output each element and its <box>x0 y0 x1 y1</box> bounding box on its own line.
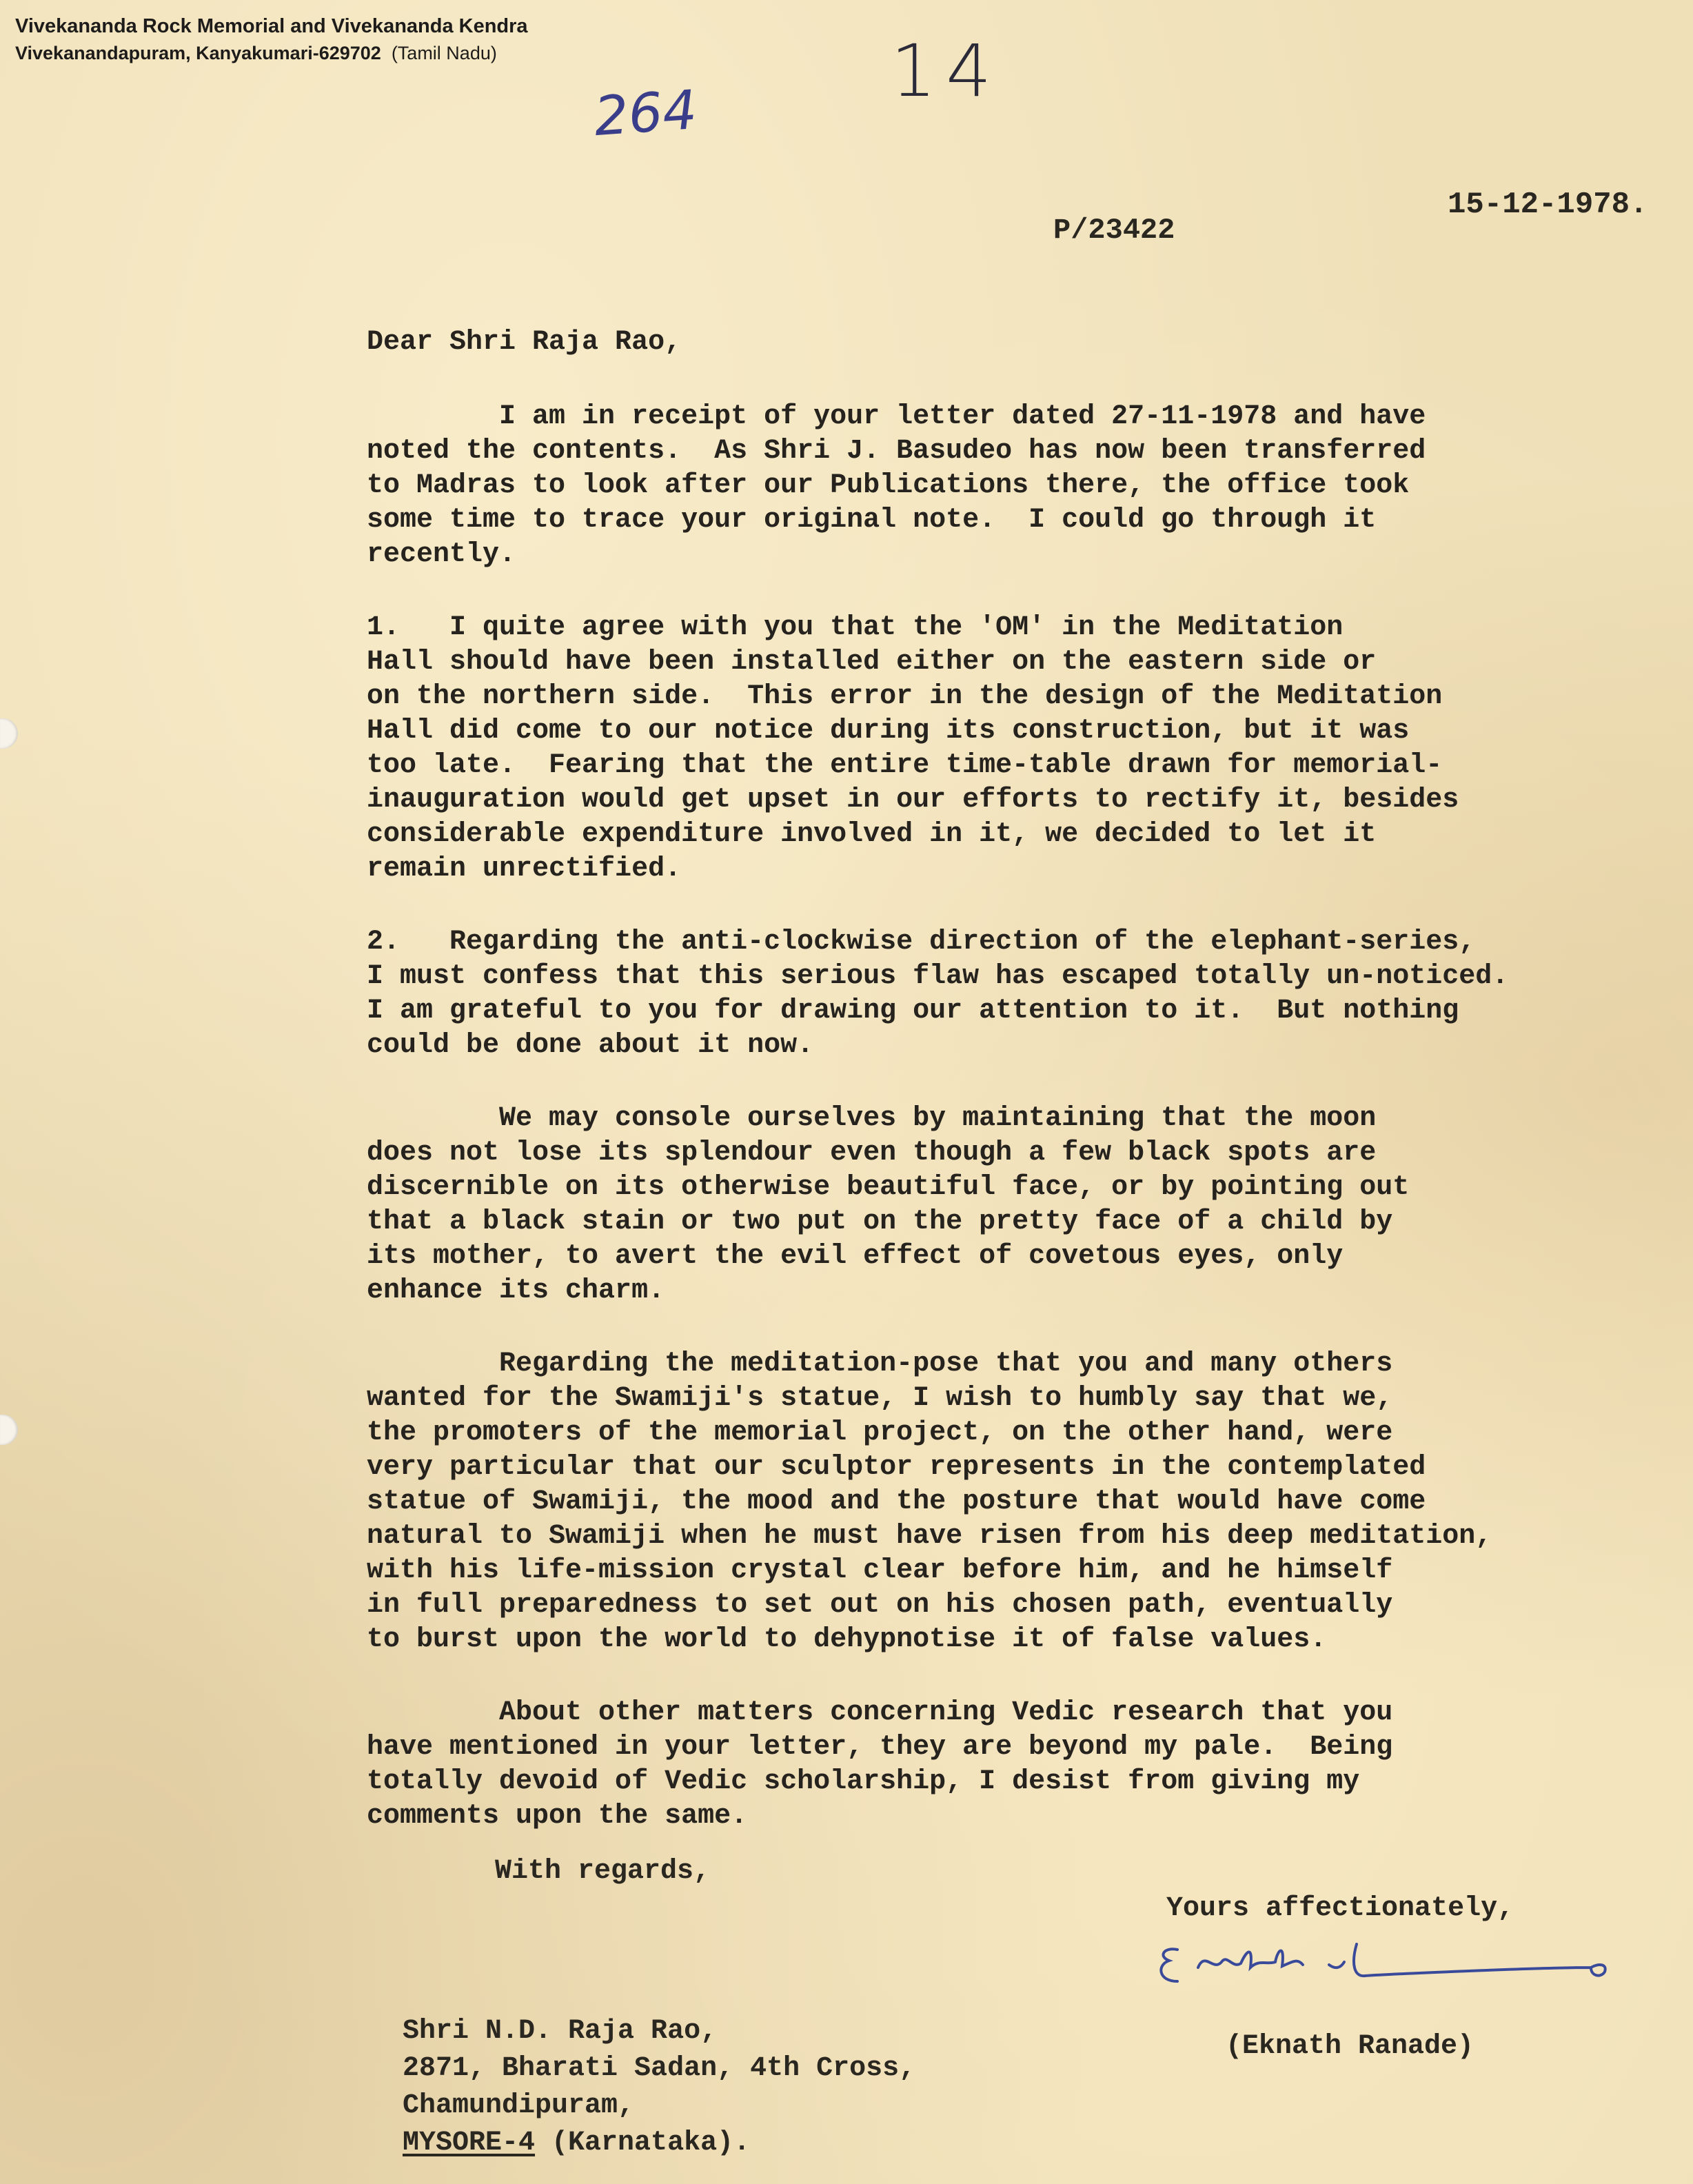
handwritten-note-264: 264 <box>592 79 699 149</box>
body-line: the promoters of the memorial project, on the other hand, were <box>367 1417 1393 1448</box>
body-line: We may console ourselves by maintaining that the moon <box>367 1103 1377 1134</box>
body-line: I am grateful to you for drawing our attention to it. But nothing <box>367 995 1459 1027</box>
body-line: recently. <box>367 539 516 570</box>
body-line: About other matters concerning Vedic research that you <box>367 1697 1393 1728</box>
body-line: comments upon the same. <box>367 1801 748 1832</box>
body-line: wanted for the Swamiji's statue, I wish to humbly say that we, <box>367 1383 1393 1414</box>
body-line: very particular that our sculptor represents in the contemplated <box>367 1452 1426 1483</box>
body-line: to Madras to look after our Publications there, the office took <box>367 470 1410 501</box>
handwritten-note-14: 14 <box>891 29 1002 113</box>
body-line: in full preparedness to set out on his chosen path, eventually <box>367 1590 1393 1621</box>
letterhead-organization: Vivekananda Rock Memorial and Vivekananda Kendra <box>15 15 528 37</box>
letter-date: 15-12-1978. <box>1448 188 1648 222</box>
letterhead-address <box>15 40 528 66</box>
body-line: on the northern side. This error in the design of the Meditation <box>367 681 1443 712</box>
body-line: statue of Swamiji, the mood and the posture that would have come <box>367 1486 1426 1517</box>
body-line: 2. Regarding the anti-clockwise direction of the elephant-series, <box>367 927 1476 958</box>
body-line: that a black stain or two put on the pretty face of a child by <box>367 1206 1393 1237</box>
body-paragraph <box>367 1102 1676 1308</box>
body-line: 1. I quite agree with you that the 'OM' in the Meditation <box>367 612 1344 643</box>
body-line: does not lose its splendour even though a few black spots are <box>367 1138 1377 1169</box>
letterhead-state: (Tamil Nadu) <box>391 43 497 63</box>
body-line: could be done about it now. <box>367 1030 814 1061</box>
body-line: its mother, to avert the evil effect of covetous eyes, only <box>367 1241 1344 1272</box>
punch-hole <box>0 1415 18 1445</box>
letter-body <box>367 325 1676 1872</box>
body-line: Hall should have been installed either on the eastern side or <box>367 647 1377 678</box>
body-paragraph <box>367 611 1676 887</box>
reference-number: P/23422 <box>1053 214 1175 247</box>
addressee-city: MYSORE-4 <box>403 2127 536 2158</box>
body-line: some time to trace your original note. I could go through it <box>367 505 1377 536</box>
signatory-name: (Eknath Ranade) <box>1226 2031 1474 2062</box>
body-line: inauguration would get upset in our efforts to rectify it, besides <box>367 785 1459 816</box>
body-paragraph <box>367 925 1676 1063</box>
body-line: too late. Fearing that the entire time-table drawn for memorial- <box>367 750 1443 781</box>
body-line: Regarding the meditation-pose that you and many others <box>367 1348 1393 1379</box>
body-line: have mentioned in your letter, they are beyond my pale. Being <box>367 1732 1393 1763</box>
body-line: to burst upon the world to dehypnotise it of false values. <box>367 1624 1327 1655</box>
handwritten-signature <box>1150 1923 1646 2013</box>
body-line: remain unrectified. <box>367 853 682 884</box>
closing: With regards, <box>495 1856 711 1887</box>
addressee-line-2: Chamundipuram, <box>403 2090 635 2121</box>
body-line: I am in receipt of your letter dated 27-11-1978 and have <box>367 401 1426 432</box>
addressee-block <box>403 2013 915 2162</box>
addressee-city-line <box>403 2125 915 2162</box>
addressee-name: Shri N.D. Raja Rao, <box>403 2016 718 2047</box>
body-line: with his life-mission crystal clear before him, and he himself <box>367 1555 1393 1586</box>
paragraphs <box>367 400 1676 1834</box>
body-line: enhance its charm. <box>367 1275 665 1306</box>
letterhead <box>15 12 528 66</box>
body-line: I must confess that this serious flaw has escaped totally un-noticed. <box>367 961 1509 992</box>
body-line: considerable expenditure involved in it, we decided to let it <box>367 819 1377 850</box>
body-line: noted the contents. As Shri J. Basudeo has now been transferred <box>367 436 1426 467</box>
body-line: Hall did come to our notice during its construction, but it was <box>367 716 1410 747</box>
letterhead-address-text: Vivekanandapuram, Kanyakumari-629702 <box>15 43 381 63</box>
body-line: discernible on its otherwise beautiful face, or by pointing out <box>367 1172 1410 1203</box>
body-line: totally devoid of Vedic scholarship, I desist from giving my <box>367 1766 1360 1797</box>
body-paragraph <box>367 1696 1676 1834</box>
body-paragraph <box>367 400 1676 572</box>
addressee-state: (Karnataka). <box>535 2127 751 2158</box>
body-line: natural to Swamiji when he must have risen from his deep meditation, <box>367 1521 1492 1552</box>
addressee-line-1: 2871, Bharati Sadan, 4th Cross, <box>403 2053 916 2084</box>
salutation: Dear Shri Raja Rao, <box>367 327 682 358</box>
complimentary-close: Yours affectionately, <box>1166 1893 1514 1924</box>
body-paragraph <box>367 1347 1676 1657</box>
punch-hole <box>0 718 18 749</box>
